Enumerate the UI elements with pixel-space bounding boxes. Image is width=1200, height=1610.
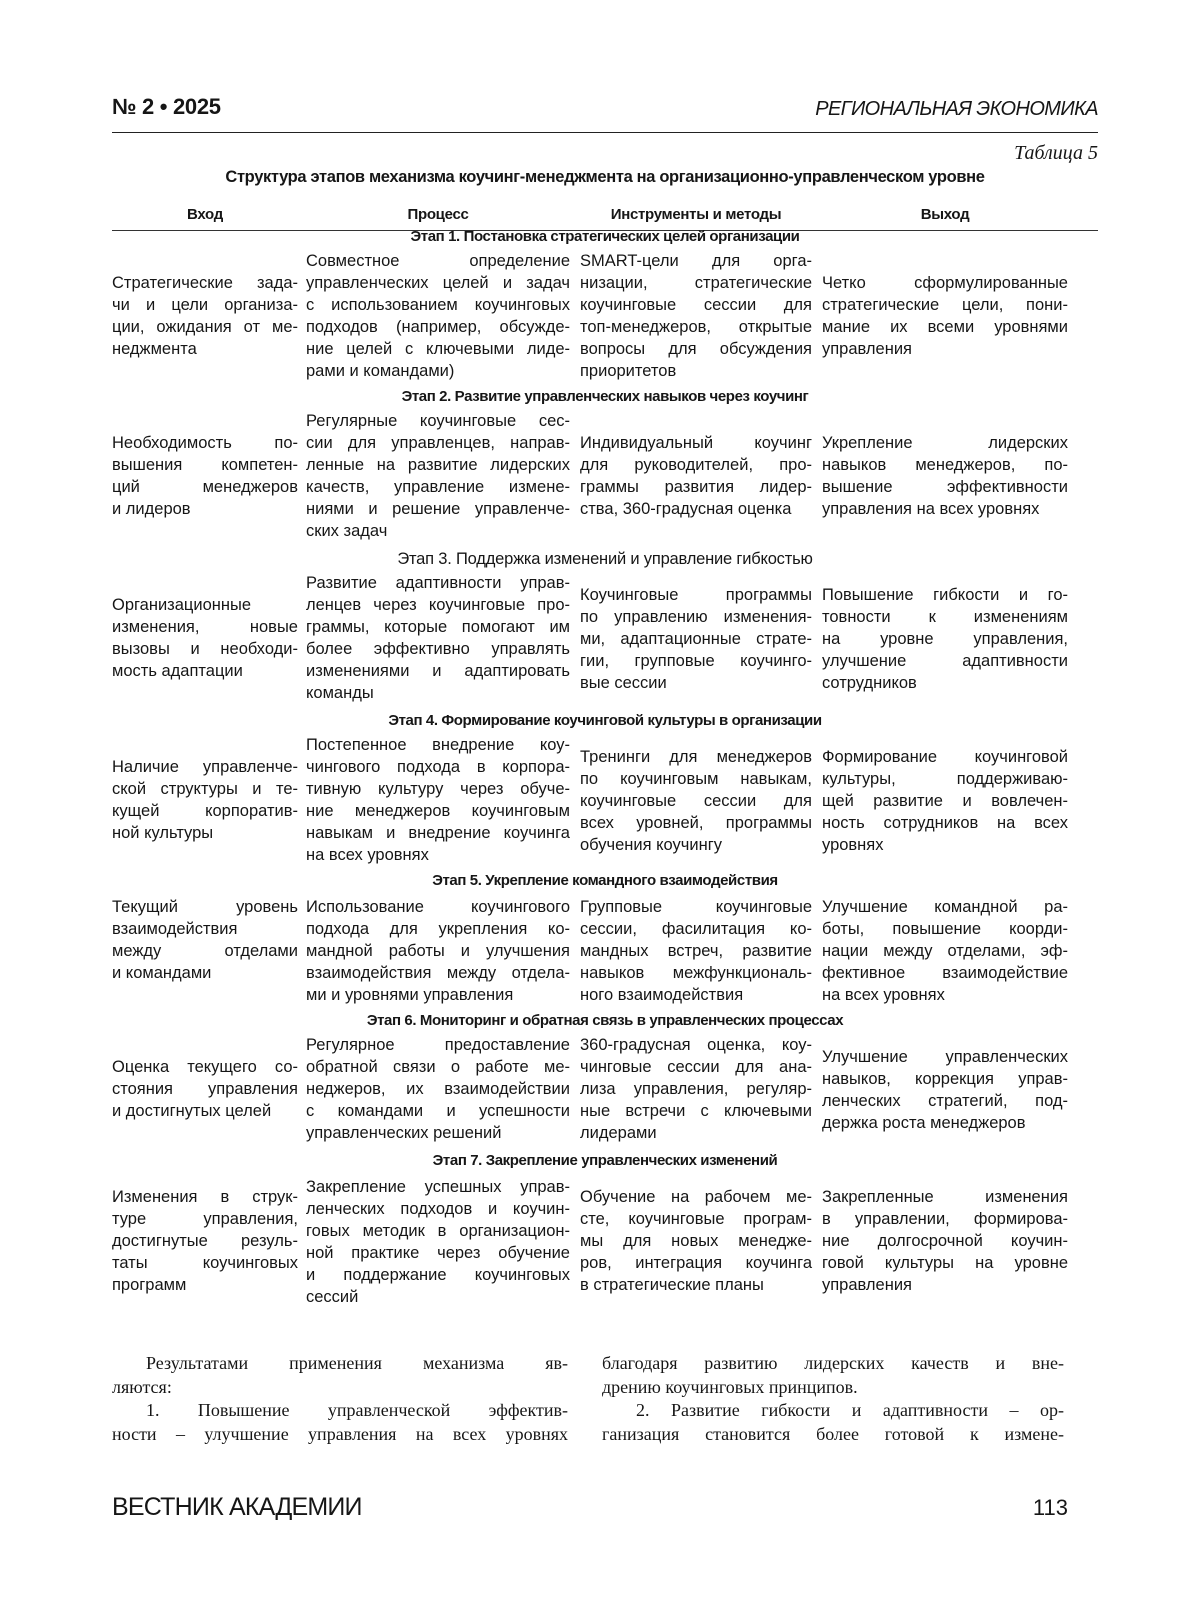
cell-line: Закрепленные изменения xyxy=(822,1188,1068,1206)
cell-line: более эффективно управлять xyxy=(306,640,570,658)
cell-line: мость адаптации xyxy=(112,662,243,680)
cell-line: подходов (например, обсужде- xyxy=(306,318,570,336)
cell-line: Индивидуальный коучинг xyxy=(580,434,812,452)
cell-line: говых методик в организацион- xyxy=(306,1222,570,1240)
cell-line: команды xyxy=(306,684,374,702)
cell-line: и лидеров xyxy=(112,500,191,518)
cell-line: и поддержание коучинговых xyxy=(306,1266,570,1284)
cell-line: Текущий уровень xyxy=(112,898,298,916)
cell-line: взаимодействия xyxy=(112,920,238,938)
table-cell-output xyxy=(822,746,1068,856)
table-cell-process xyxy=(306,1034,570,1144)
cell-line: гии, групповые коучинго- xyxy=(580,652,812,670)
cell-line: на всех уровнях xyxy=(822,986,945,1004)
cell-line: между отделами xyxy=(112,942,298,960)
cell-line: ров, интеграция коучинга xyxy=(580,1254,812,1272)
cell-line: мандных встреч, развитие xyxy=(580,942,812,960)
cell-line: качеств, управление измене- xyxy=(306,478,570,496)
table-cell-output xyxy=(822,272,1068,360)
cell-line: вопросы для обсуждения xyxy=(580,340,812,358)
cell-line: ниями и решение управленче- xyxy=(306,500,570,518)
cell-line: Регулярное предоставление xyxy=(306,1036,570,1054)
table-cell-input xyxy=(112,1056,298,1122)
cell-line: ние целей с ключевыми лиде- xyxy=(306,340,570,358)
cell-line: стояния управления xyxy=(112,1080,298,1098)
cell-line: на всех уровнях xyxy=(306,846,429,864)
body-line: Результатами применения механизма яв- xyxy=(146,1353,568,1373)
cell-line: изменениями и адаптировать xyxy=(306,662,570,680)
cell-line: топ-менеджеров, открытые xyxy=(580,318,812,336)
cell-line: 360-градусная оценка, коу- xyxy=(580,1036,812,1054)
table-cell-process xyxy=(306,250,570,382)
cell-line: мандной работы и улучшения xyxy=(306,942,570,960)
cell-line: ной культуры xyxy=(112,824,214,842)
cell-line: ленческих подходов и коучин- xyxy=(306,1200,570,1218)
table-cell-input xyxy=(112,896,298,984)
cell-line: для руководителей, про- xyxy=(580,456,812,474)
cell-line: Совместное определение xyxy=(306,252,570,270)
stage-title: Этап 7. Закрепление управленческих изменений xyxy=(432,1152,778,1169)
cell-line: улучшение адаптивности xyxy=(822,652,1068,670)
cell-line: в стратегические планы xyxy=(580,1276,764,1294)
stage-title: Этап 4. Формирование коучинговой культуры в организации xyxy=(388,712,822,729)
cell-line: нации между отделами, эф- xyxy=(822,942,1068,960)
table-cell-tools xyxy=(580,1034,812,1144)
column-header-tools: Инструменты и методы xyxy=(610,206,782,223)
table-cell-input xyxy=(112,594,298,682)
cell-line: обучения коучингу xyxy=(580,836,722,854)
body-line: ганизация становится более готовой к измене- xyxy=(602,1423,1064,1444)
cell-line: коучинговые сессии для xyxy=(580,792,812,810)
cell-line: вышения компетен- xyxy=(112,456,298,474)
cell-line: ние долгосрочной коучин- xyxy=(822,1232,1068,1250)
cell-line: на уровне управления, xyxy=(822,630,1068,648)
cell-line: сессии, фасилитация ко- xyxy=(580,920,812,938)
cell-line: граммы развития лидер- xyxy=(580,478,812,496)
table-cell-output xyxy=(822,1186,1068,1296)
table-cell-process xyxy=(306,572,570,704)
table-cell-tools xyxy=(580,250,812,382)
cell-line: Формирование коучинговой xyxy=(822,748,1068,766)
running-header xyxy=(112,92,1098,133)
table-label: Таблица 5 xyxy=(1014,142,1098,164)
cell-line: управленческих решений xyxy=(306,1124,502,1142)
stage-title: Этап 3. Поддержка изменений и управление гибкостью xyxy=(397,550,813,568)
cell-line: Использование коучингового xyxy=(306,898,570,916)
table-cell-tools xyxy=(580,896,812,1006)
cell-line: ленческих стратегий, под- xyxy=(822,1092,1068,1110)
cell-line: Четко сформулированные xyxy=(822,274,1068,292)
table-cell-output xyxy=(822,432,1068,520)
table-cell-input xyxy=(112,756,298,844)
cell-line: и командами xyxy=(112,964,212,982)
table-cell-process xyxy=(306,410,570,542)
cell-line: Развитие адаптивности управ- xyxy=(306,574,570,592)
cell-line: мы для новых менедже- xyxy=(580,1232,812,1250)
cell-line: Закрепление успешных управ- xyxy=(306,1178,570,1196)
cell-line: Изменения в струк- xyxy=(112,1188,298,1206)
cell-line: низации, стратегические xyxy=(580,274,812,292)
body-text-right-column xyxy=(602,1352,1064,1446)
cell-line: ции, ожидания от ме- xyxy=(112,318,298,336)
cell-line: Тренинги для менеджеров xyxy=(580,748,812,766)
cell-line: Наличие управленче- xyxy=(112,758,298,776)
cell-line: ного взаимодействия xyxy=(580,986,744,1004)
cell-line: тивную культуру через обуче- xyxy=(306,780,570,798)
cell-line: щей развитие и вовлечен- xyxy=(822,792,1068,810)
cell-line: управленческих целей и задач xyxy=(306,274,570,292)
cell-line: навыкам и внедрение коучинга xyxy=(306,824,570,842)
cell-line: фективное взаимодействие xyxy=(822,964,1068,982)
cell-line: по коучинговым навыкам, xyxy=(580,770,812,788)
cell-line: Регулярные коучинговые сес- xyxy=(306,412,570,430)
table-cell-output xyxy=(822,1046,1068,1134)
cell-line: Необходимость по- xyxy=(112,434,298,452)
cell-line: говой культуры на уровне xyxy=(822,1254,1068,1272)
cell-line: чи и цели организа- xyxy=(112,296,298,314)
cell-line: Постепенное внедрение коу- xyxy=(306,736,570,754)
cell-line: сессий xyxy=(306,1288,359,1306)
cell-line: боты, повышение коорди- xyxy=(822,920,1068,938)
cell-line: взаимодействия между отдела- xyxy=(306,964,570,982)
cell-line: с командами и успешности xyxy=(306,1102,570,1120)
cell-line: сии для управленцев, направ- xyxy=(306,434,570,452)
cell-line: по управлению изменения- xyxy=(580,608,812,626)
cell-line: ций менеджеров xyxy=(112,478,298,496)
cell-line: Обучение на рабочем ме- xyxy=(580,1188,812,1206)
table-title: Структура этапов механизма коучинг-менеджмента на организационно-управленческом уровне xyxy=(225,168,985,186)
table-cell-tools xyxy=(580,746,812,856)
cell-line: Групповые коучинговые xyxy=(580,898,812,916)
footer-journal-name: ВЕСТНИК АКАДЕМИИ xyxy=(112,1493,362,1521)
cell-line: навыков межфункциональ- xyxy=(580,964,812,982)
cell-line: стратегические цели, пони- xyxy=(822,296,1068,314)
cell-line: обратной связи о работе ме- xyxy=(306,1058,570,1076)
cell-line: ность сотрудников на всех xyxy=(822,814,1068,832)
cell-line: управления xyxy=(822,340,912,358)
table-cell-tools xyxy=(580,1186,812,1296)
journal-section-title: РЕГИОНАЛЬНАЯ ЭКОНОМИКА xyxy=(815,98,1098,120)
cell-line: Улучшение командной ра- xyxy=(822,898,1068,916)
cell-line: навыков, коррекция управ- xyxy=(822,1070,1068,1088)
table-cell-tools xyxy=(580,584,812,694)
cell-line: культуры, поддерживаю- xyxy=(822,770,1068,788)
cell-line: и достигнутых целей xyxy=(112,1102,272,1120)
cell-line: мание их всеми уровнями xyxy=(822,318,1068,336)
cell-line: уровнях xyxy=(822,836,884,854)
cell-line: неджеров, их взаимодействии xyxy=(306,1080,570,1098)
cell-line: ные встречи с ключевыми xyxy=(580,1102,812,1120)
cell-line: лидерами xyxy=(580,1124,657,1142)
cell-line: рами и командами) xyxy=(306,362,455,380)
stage-title: Этап 6. Мониторинг и обратная связь в управленческих процессах xyxy=(366,1012,844,1029)
stage-title: Этап 2. Развитие управленческих навыков через коучинг xyxy=(401,388,809,405)
issue-number: № 2 • 2025 xyxy=(112,94,221,119)
cell-line: коучинговые сессии для xyxy=(580,296,812,314)
cell-line: чингового подхода в корпора- xyxy=(306,758,570,776)
cell-line: SMART-цели для орга- xyxy=(580,252,812,270)
cell-line: программ xyxy=(112,1276,187,1294)
body-line: ности – улучшение управления на всех уровнях xyxy=(112,1423,568,1444)
cell-line: вые сессии xyxy=(580,674,667,692)
cell-line: ми, адаптационные страте- xyxy=(580,630,812,648)
cell-line: граммы, которые помогают им xyxy=(306,618,570,636)
body-line: дрению коучинговых принципов. xyxy=(602,1376,858,1397)
cell-line: держка роста менеджеров xyxy=(822,1114,1026,1132)
cell-line: сте, коучинговые програм- xyxy=(580,1210,812,1228)
cell-line: Укрепление лидерских xyxy=(822,434,1068,452)
column-header-process: Процесс xyxy=(407,206,469,223)
cell-line: достигнутые резуль- xyxy=(112,1232,298,1250)
body-line: благодаря развитию лидерских качеств и вне- xyxy=(602,1353,1064,1373)
body-text-left-column xyxy=(112,1352,568,1446)
body-line: ляются: xyxy=(112,1376,172,1397)
table-cell-input xyxy=(112,272,298,360)
cell-line: Стратегические зада- xyxy=(112,274,298,292)
body-line: 2. Развитие гибкости и адаптивности – ор- xyxy=(636,1400,1064,1420)
cell-line: управления на всех уровнях xyxy=(822,500,1040,518)
cell-line: Организационные xyxy=(112,596,252,614)
table-cell-tools xyxy=(580,432,812,520)
cell-line: ной практике через обучение xyxy=(306,1244,570,1262)
cell-line: вызовы и необходи- xyxy=(112,640,298,658)
cell-line: ленные на развитие лидерских xyxy=(306,456,570,474)
table-cell-input xyxy=(112,1186,298,1296)
cell-line: с использованием коучинговых xyxy=(306,296,570,314)
cell-line: Повышение гибкости и го- xyxy=(822,586,1068,604)
column-header-output: Выход xyxy=(920,206,970,223)
cell-line: изменения, новые xyxy=(112,618,298,636)
cell-line: лиза управления, регуляр- xyxy=(580,1080,812,1098)
cell-line: кущей корпоратив- xyxy=(112,802,298,820)
cell-line: Улучшение управленческих xyxy=(822,1048,1068,1066)
cell-line: вышение эффективности xyxy=(822,478,1068,496)
page-number: 113 xyxy=(1032,1495,1068,1520)
stage-title: Этап 1. Постановка стратегических целей организации xyxy=(410,228,800,245)
cell-line: ние менеджеров коучинговым xyxy=(306,802,570,820)
cell-line: туре управления, xyxy=(112,1210,298,1228)
table-cell-process xyxy=(306,1176,570,1308)
cell-line: навыков менеджеров, по- xyxy=(822,456,1068,474)
table-cell-input xyxy=(112,432,298,520)
column-header-input: Вход xyxy=(187,206,223,223)
cell-line: в управлении, формирова- xyxy=(822,1210,1068,1228)
cell-line: таты коучинговых xyxy=(112,1254,298,1272)
cell-line: чинговые сессии для ана- xyxy=(580,1058,812,1076)
body-line: 1. Повышение управленческой эффектив- xyxy=(146,1400,568,1420)
cell-line: ленцев через коучинговые про- xyxy=(306,596,570,614)
cell-line: управления xyxy=(822,1276,912,1294)
stage-title: Этап 5. Укрепление командного взаимодействия xyxy=(432,872,778,889)
cell-line: товности к изменениям xyxy=(822,608,1068,626)
cell-line: ства, 360-градусная оценка xyxy=(580,500,792,518)
cell-line: приоритетов xyxy=(580,362,677,380)
cell-line: всех уровней, программы xyxy=(580,814,812,832)
cell-line: сотрудников xyxy=(822,674,917,692)
table-cell-process xyxy=(306,734,570,866)
cell-line: ской структуры и те- xyxy=(112,780,298,798)
cell-line: ских задач xyxy=(306,522,388,540)
cell-line: Коучинговые программы xyxy=(580,586,812,604)
cell-line: подхода для укрепления ко- xyxy=(306,920,570,938)
cell-line: ми и уровнями управления xyxy=(306,986,514,1004)
table-cell-output xyxy=(822,584,1068,694)
cell-line: Оценка текущего со- xyxy=(112,1058,298,1076)
table-cell-process xyxy=(306,896,570,1006)
cell-line: неджмента xyxy=(112,340,197,358)
table-cell-output xyxy=(822,896,1068,1006)
